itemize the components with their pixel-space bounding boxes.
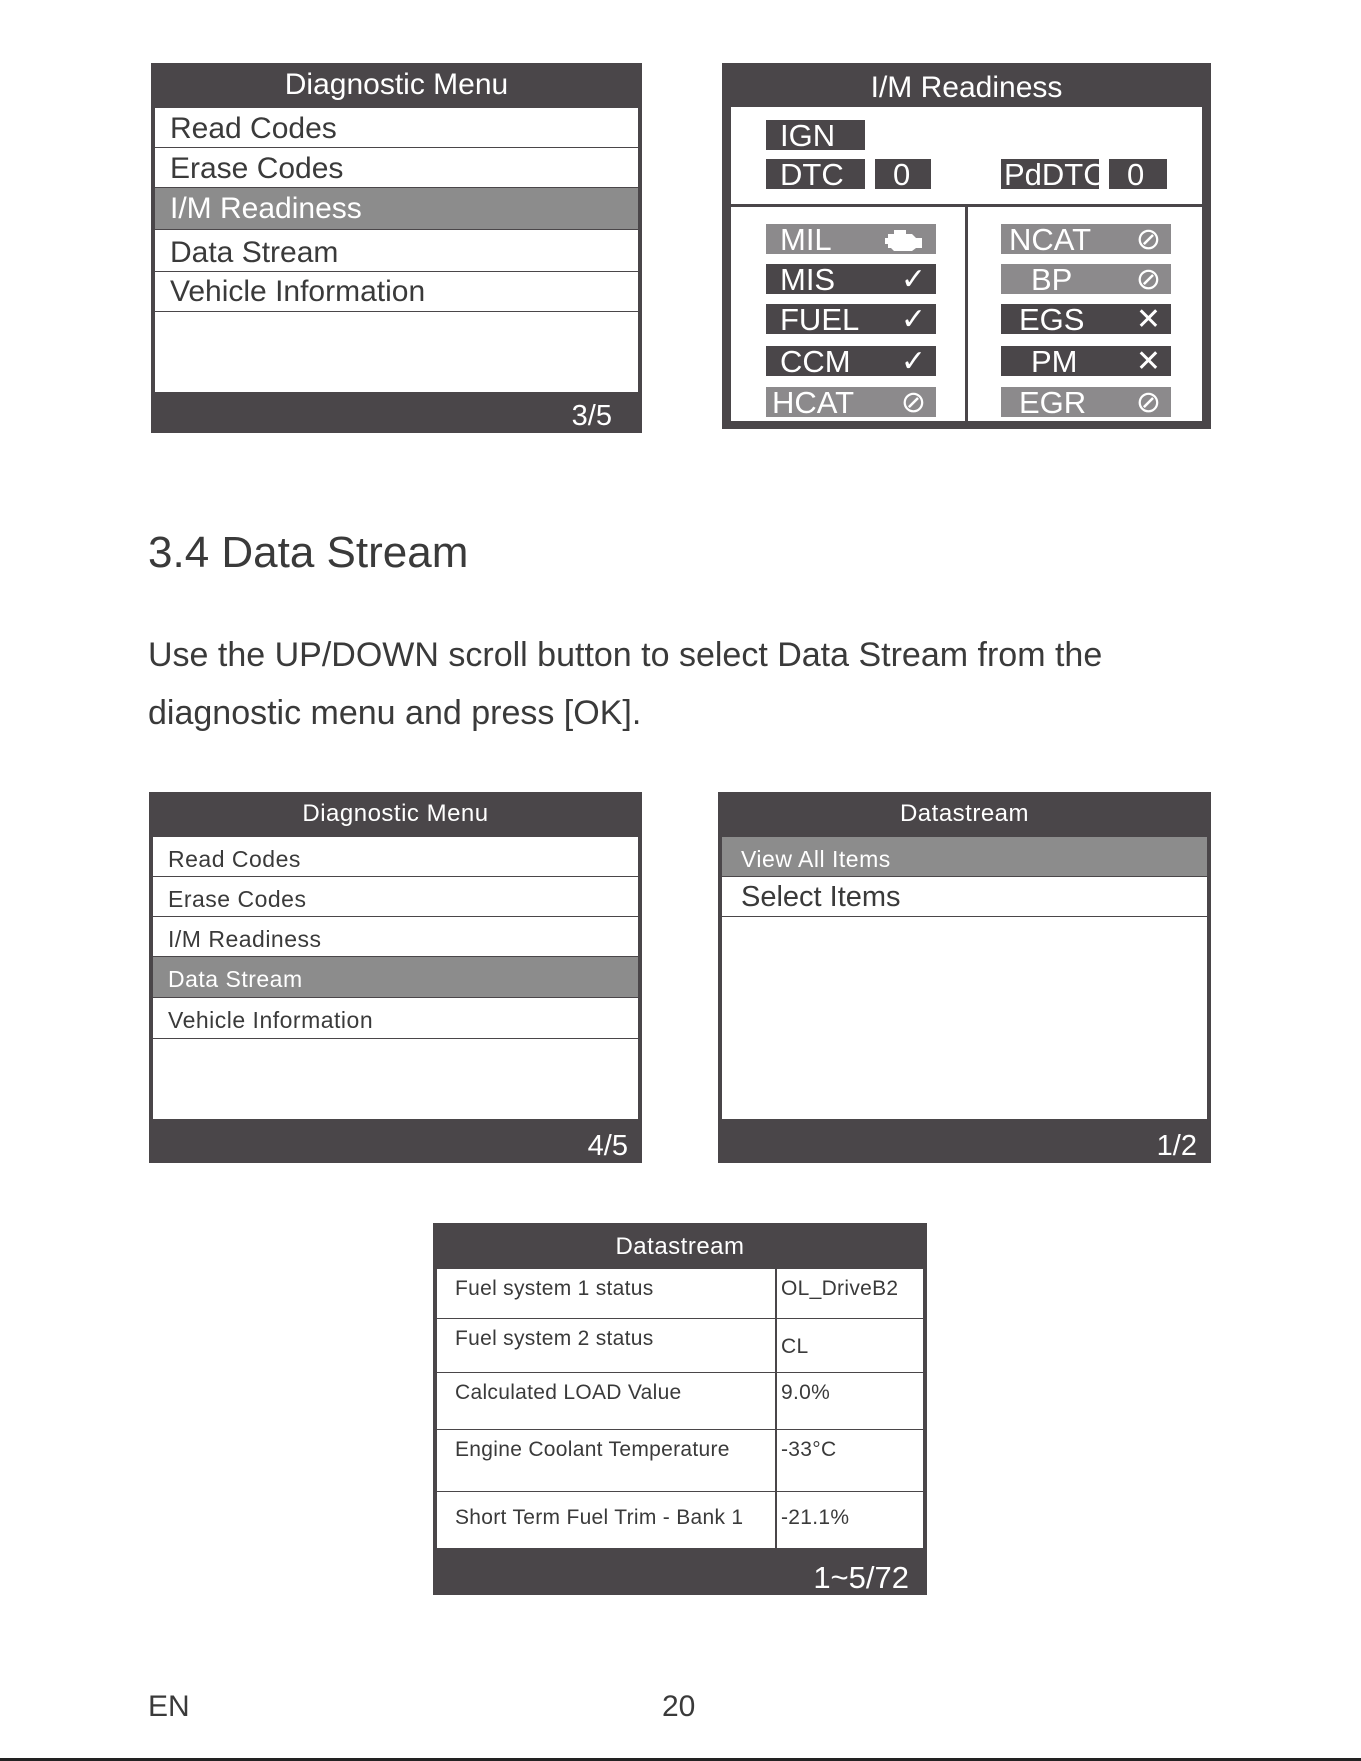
language-label: EN [148,1690,190,1723]
engine-icon [884,224,926,259]
pddtc-count: 0 [1109,159,1167,189]
menu-item-read-codes[interactable]: Read Codes [153,837,638,877]
im-readiness-screen [722,63,1211,429]
screen-title: Diagnostic Menu [284,68,509,101]
datastream-values-screen [433,1223,927,1595]
monitor-label: MIL [780,222,832,257]
datastream-options-screen [718,792,1211,1163]
page-indicator: 1~5/72 [813,1560,909,1595]
parameter-value: 9.0% [781,1381,831,1404]
table-row [437,1492,923,1548]
table-row [437,1319,923,1373]
not-supported-icon: ⊘ [1135,223,1161,256]
menu-item-erase-codes[interactable]: Erase Codes [153,877,638,917]
monitor-label: PM [1031,344,1078,379]
parameter-name: Engine Coolant Temperature [455,1438,730,1461]
page-indicator: 1/2 [1156,1130,1197,1162]
parameter-name: Calculated LOAD Value [455,1381,682,1404]
divider [965,207,968,421]
menu-item-vehicle-information[interactable]: Vehicle Information [153,998,638,1039]
monitor-label: FUEL [780,302,860,337]
table-row [437,1430,923,1492]
parameter-value: OL_DriveB2 [781,1277,899,1300]
menu-item-im-readiness[interactable]: I/M Readiness [153,917,638,957]
dtc-label: DTC [766,159,865,189]
monitor-label: EGR [1019,385,1087,420]
screen-title: I/M Readiness [870,71,1063,104]
option-select-items[interactable]: Select Items [722,877,1207,917]
menu-item-read-codes[interactable]: Read Codes [155,108,638,148]
readiness-panel [731,107,1202,421]
menu-list [155,108,638,392]
monitor-mis [766,262,936,297]
screen-title: Datastream [615,1233,745,1260]
menu-item-vehicle-information[interactable]: Vehicle Information [155,272,638,312]
monitor-label: CCM [780,344,851,379]
screen-title: Datastream [899,800,1030,827]
diagnostic-menu-screen-2 [149,792,642,1163]
paragraph-line: Use the UP/DOWN scroll button to select Data Stream from the [148,636,1103,674]
section-heading: 3.4 Data Stream [148,528,469,577]
parameter-value: -33°C [781,1438,837,1461]
dtc-count: 0 [875,159,931,189]
pddtc-label: PdDTC [1001,159,1099,189]
paragraph-line: diagnostic menu and press [OK]. [148,694,642,732]
menu-item-data-stream[interactable]: Data Stream [155,230,638,272]
monitor-label: HCAT [772,385,855,420]
incomplete-icon: ✕ [1135,345,1161,378]
check-icon: ✓ [900,303,926,336]
incomplete-icon: ✕ [1135,303,1161,336]
parameter-value: CL [781,1335,809,1358]
menu-item-data-stream[interactable]: Data Stream [153,957,638,998]
table-row [437,1269,923,1319]
diagnostic-menu-screen-1 [151,63,642,433]
monitor-label: NCAT [1009,222,1092,257]
menu-list [153,837,638,1119]
check-icon: ✓ [900,263,926,296]
menu-item-im-readiness[interactable]: I/M Readiness [155,188,638,230]
ign-indicator: IGN [766,120,865,150]
check-icon: ✓ [900,345,926,378]
monitor-pm [1001,344,1171,379]
table-row [437,1373,923,1430]
page-indicator: 3/5 [571,400,612,432]
page-number: 20 [662,1690,696,1723]
monitor-ncat [1001,222,1171,257]
monitor-hcat [766,385,936,420]
parameter-value: -21.1% [781,1506,850,1529]
monitor-egr [1001,385,1171,420]
page-indicator: 4/5 [587,1130,628,1162]
monitor-bp [1001,262,1171,297]
option-view-all-items[interactable]: View All Items [722,837,1207,877]
monitor-fuel [766,302,936,337]
not-supported-icon: ⊘ [900,386,926,419]
monitor-ccm [766,344,936,379]
value-table [437,1269,923,1548]
not-supported-icon: ⊘ [1135,386,1161,419]
parameter-name: Short Term Fuel Trim - Bank 1 [455,1506,744,1529]
monitor-label: BP [1031,262,1073,297]
parameter-name: Fuel system 1 status [455,1277,654,1300]
section-paragraph [148,626,1248,742]
not-supported-icon: ⊘ [1135,263,1161,296]
parameter-name: Fuel system 2 status [455,1327,654,1350]
option-list [722,837,1207,1119]
monitor-label: EGS [1019,302,1085,337]
screen-title: Diagnostic Menu [302,800,489,827]
monitor-label: MIS [780,262,836,297]
monitor-mil [766,222,936,257]
menu-item-erase-codes[interactable]: Erase Codes [155,148,638,188]
monitor-egs [1001,302,1171,337]
